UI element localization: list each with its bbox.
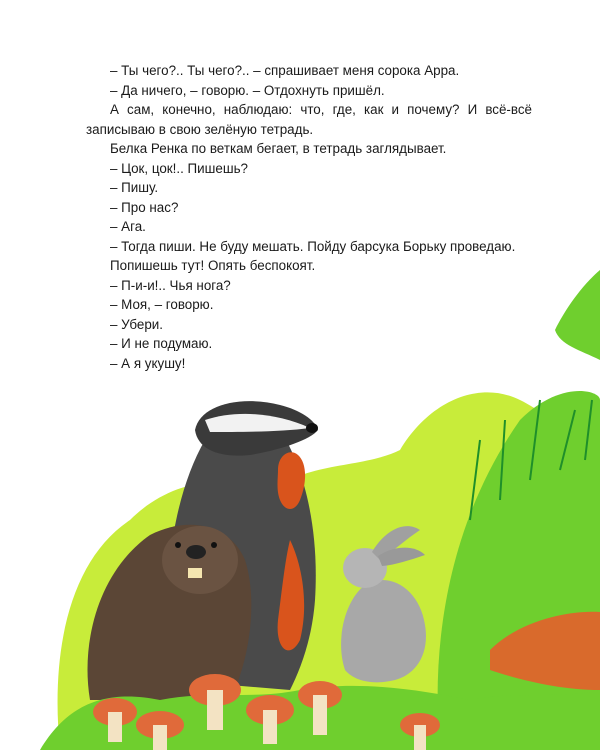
mushroom-stem (414, 725, 426, 750)
text-line: Белка Ренка по веткам бегает, в тетрадь заглядывает. (110, 141, 447, 156)
mushroom-stem (313, 695, 327, 735)
beaver-eye-right (211, 542, 217, 548)
text-line: – Пишу. (110, 180, 159, 195)
text-line: – Ага. (110, 219, 146, 234)
text-line: записываю в свою зелёную тетрадь. (86, 121, 314, 137)
mushroom-stem (108, 712, 122, 742)
text-line: – А я укушу! (110, 355, 186, 371)
beaver-teeth (188, 568, 202, 578)
text-line: – Ты чего?.. Ты чего?.. – спрашивает меня сорока Арра. (110, 63, 460, 78)
forest-animals-illustration (0, 240, 600, 750)
beaver-head (162, 526, 238, 594)
mushroom-stem (263, 710, 277, 744)
beaver-nose (186, 545, 206, 559)
text-line: – Цок, цок!.. Пишешь? (110, 160, 248, 176)
text-line: – Да ничего, – говорю. – Отдохнуть пришёл. (110, 82, 385, 98)
beaver-eye-left (175, 542, 181, 548)
mushroom-stem (153, 725, 167, 750)
right-bush-edge (555, 270, 600, 360)
text-line: – Убери. (110, 316, 163, 332)
badger-nose (306, 423, 318, 433)
text-line: – Моя, – говорю. (110, 297, 214, 312)
text-line: – Про нас? (110, 199, 179, 215)
text-line: А сам, конечно, наблюдаю: что, где, как и почему? И всё-всё (110, 102, 532, 117)
text-line: – П-и-и!.. Чья нога? (110, 277, 231, 293)
text-line: – Тогда пиши. Не буду мешать. Пойду барсука Борьку проведаю. (110, 238, 516, 254)
mushroom-stem (207, 690, 223, 730)
text-line: Попишешь тут! Опять беспокоят. (110, 258, 316, 273)
text-line: – И не подумаю. (110, 336, 213, 351)
